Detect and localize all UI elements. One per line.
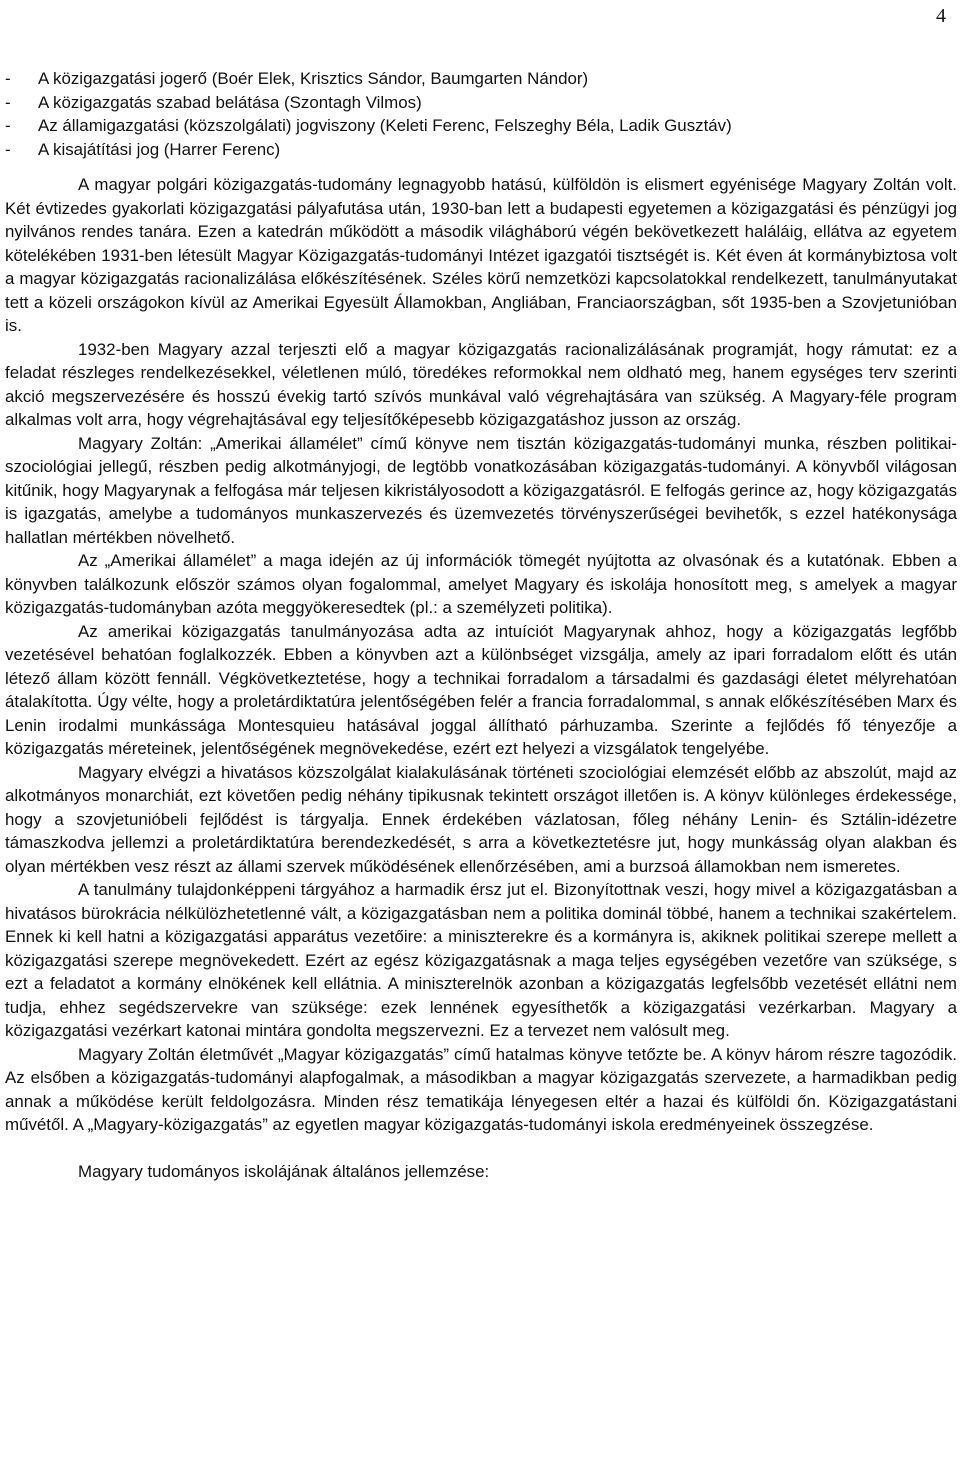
paragraph-magyar-kozigazgatas: Magyary Zoltán életművét „Magyar közigazgatás” című hatalmas könyve tetőzte be. A könyv három részre tagozódik. Az elsőben a közigazgatás-tudományi alapfogalmak, a másodikban a magyar közigazgatás szervezete, a harmadikban pedig annak a működése került feldolgozásra. Minden rész tematikája lényegesen eltér a hazai és külföldi őn. Közigazgatástani művétől. A „Magyary-közigazgatás” az egyetlen magyar közigazgatás-tudományi iskola eredményeinek összegzése. — [5, 1044, 957, 1134]
paragraph-american-administration: Az amerikai közigazgatás tanulmányozása adta az intuíciót Magyarynak ahhoz, hogy a közigazgatás legfőbb vezetésével behatóan foglalkozzék. Ebben a könyvben azt a különbséget vizsgálja, amely az ipari forradalom előtt és után létező állam között fennáll. Végkövetkeztetése, hogy a technikai forradalom a társadalmi és gazdasági életet mélyrehatóan átalakította. Úgy vélte, hogy a proletárdiktatúra jelentőségében felér a francia forradalommal, s annak előkészítésében Marx és Lenin irodalmi munkássága Montesquieu hatásával joggal állítható párhuzamba. Szerinte a fejlődés fő tényezője a közigazgatás méreteinek, jelentőségének megnövekedése, ezért ezt helyezi a vizsgálatok tengelyébe. — [5, 621, 957, 758]
list-dash: - — [5, 139, 11, 159]
list-item — [5, 67, 957, 91]
paragraph-magyary-intro: A magyar polgári közigazgatás-tudomány legnagyobb hatású, külföldön is elismert egyénisége Magyary Zoltán volt. Két évtizedes gyakorlati közigazgatási pályafutása után, 1930-ban lett a budapesti egyetemen a közigazgatási és pénzügyi jog nyilvános rendes tanára. Ezen a katedrán működött a második világháború végén bekövetkezett haláláig, ellátva az egyetem kötelékében 1931-ben létesült Magyar Közigazgatás-tudományi Intézet igazgatói tisztségét is. Két éven át kormánybiztosa volt a magyar közigazgatás racionalizálása előkészítésének. Széles körű nemzetközi kapcsolatokkal rendelkezett, tanulmányutakat tett a közeli országokon kívül az Amerikai Egyesült Államokban, Angliában, Franciaországban, sőt 1935-ben a Szovjetunióban is. — [5, 175, 957, 335]
paragraph-amerikai-allamelet: Magyary Zoltán: „Amerikai államélet” című könyve nem tisztán közigazgatás-tudományi munka, részben politikai-szociológiai jellegű, részben pedig alkotmányjogi, de legtöbb vonatkozásában közigazgatás-tudományi. A könyvből világosan kitűnik, hogy Magyarynak a felfogása már teljesen kikristályosodott a közigazgatásról. E felfogás gerince az, hogy közigazgatás is igazgatás, amelybe a tudományos munkaszervezés és üzemvezetés törvényszerűségei bevihetők, s ezzel hatékonysága hallatlan mértékben növelhető. — [5, 433, 958, 547]
list-item — [5, 138, 957, 162]
list-item-text: A kisajátítási jog (Harrer Ferenc) — [38, 139, 281, 159]
list-item-text: A közigazgatási jogerő (Boér Elek, Krisztics Sándor, Baumgarten Nándor) — [38, 69, 589, 88]
list-item-text: A közigazgatás szabad belátása (Szontagh Vilmos) — [38, 92, 422, 112]
list-item — [5, 91, 957, 115]
list-dash: - — [5, 69, 11, 88]
list-dash: - — [5, 92, 11, 112]
list-item — [5, 114, 957, 138]
topic-list — [5, 67, 957, 161]
paragraph-rationalization-program: 1932-ben Magyary azzal terjeszti elő a magyar közigazgatás racionalizálásának programját, hogy rámutat: ez a feladat részleges rendelkezésekkel, véletlenen múló, töredékes reformokkal nem oldható meg, hanem egységes terv szerinti akció megszervezésére és hosszú évekig tartó szívós munkával való végrehajtására van szükség. A Magyary-féle program alkalmas volt arra, hogy végrehajtásával egy teljesítőképesebb közigazgatáshoz jusson az ország. — [5, 339, 957, 429]
paragraph-civil-service-analysis: Magyary elvégzi a hivatásos közszolgálat kialakulásának történeti szociológiai elemzését előbb az abszolút, majd az alkotmányos monarchiát, ezt követően pedig néhány tipikusnak tekintett országot illetően is. A könyv különleges érdekessége, hogy a szovjetunióbeli fejlődést is tárgyalja. Ennek érdekében vázlatosan, főleg néhány Lenin- és Sztálin-idézetre támaszkodva jellemzi a proletárdiktatúra berendezkedését, s arra a következtetésre jut, hogy munkásság olyan alakban és olyan mértékben vesz részt az állami szervek működésének ellenőrzésében, ami a burzsoá államokban nem ismeretes. — [5, 762, 957, 876]
document-body — [5, 67, 957, 1183]
list-item-text: Az államigazgatási (közszolgálati) jogviszony (Keleti Ferenc, Felszeghy Béla, Ladik Gusztáv) — [38, 116, 732, 135]
page-number: 4 — [936, 5, 946, 27]
section-heading: Magyary tudományos iskolájának általános jellemzése: — [78, 1161, 490, 1181]
list-dash: - — [5, 116, 11, 135]
paragraph-administrative-staff: A tanulmány tulajdonképpeni tárgyához a harmadik érsz jut el. Bizonyítottnak veszi, hogy mivel a közigazgatásban a hivatásos bürokrácia nélkülözhetetlenné vált, a közigazgatásban nem a politika dominál többé, hanem a technikai szakértelem. Ennek ki kell hatni a közigazgatási apparátus vezetőire: a miniszterekre és a kormányra is, akiknek politikai szerepe mellett a közigazgatási szerepe megnövekedett. Ezért az egész közigazgatásnak a maga teljes egységében vezetőre van szüksége, s ezt a feladatot a kormány elnökének kell ellátnia. A miniszterelnök azonban a közigazgatás legfelsőbb vezetését ellátni nem tudja, ehhez segédszervekre van szüksége: ezek lennének egyesíthetők a közigazgatási vezérkarban. Magyary a közigazgatási vezérkart katonai mintára gondolta megszervezni. Ez a tervezet nem valósult meg. — [5, 880, 957, 1040]
paragraph-new-concepts: Az „Amerikai államélet” a maga idején az új információk tömegét nyújtotta az olvasónak és a kutatónak. Ebben a könyvben találkozunk először számos olyan fogalommal, amelyet Magyary és iskolája honosított meg, s amelyek a magyar közigazgatás-tudományban azóta meggyökeresedtek (pl.: a személyzeti politika). — [5, 551, 957, 617]
